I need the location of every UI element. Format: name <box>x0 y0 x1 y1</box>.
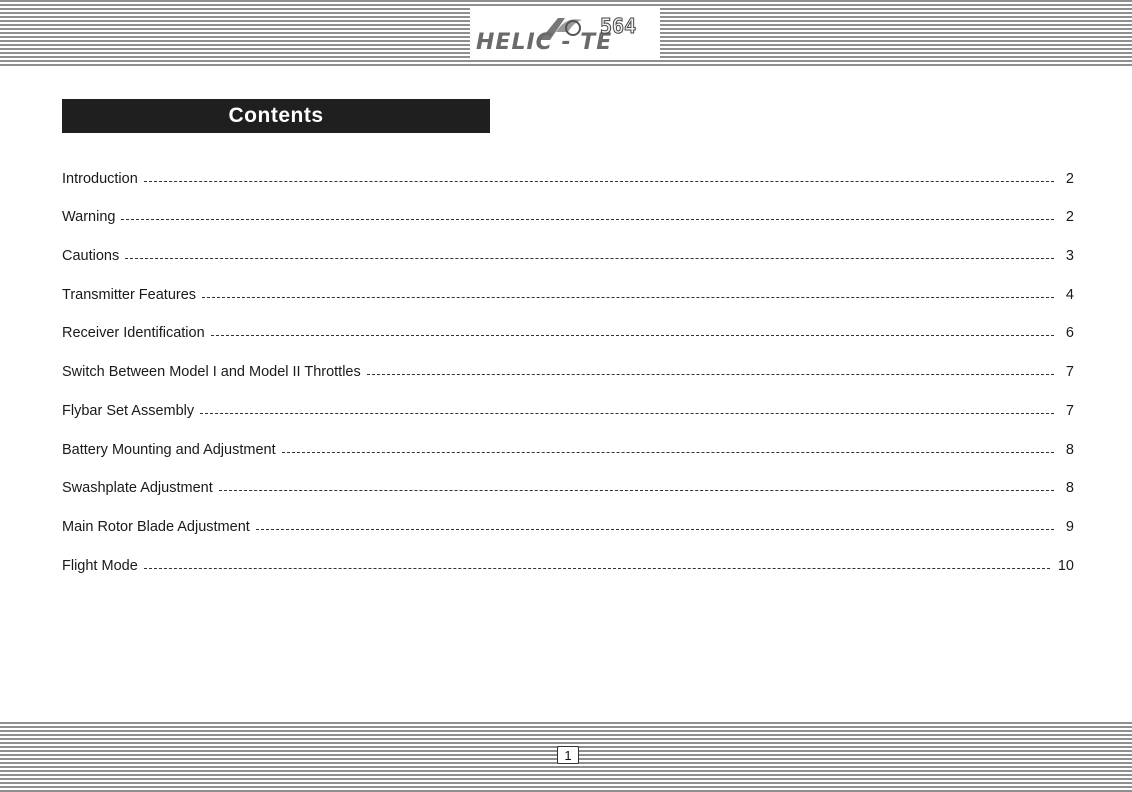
toc-entry-title: Flybar Set Assembly <box>62 402 195 419</box>
toc-entry-title: Switch Between Model I and Model II Throttles <box>62 364 361 381</box>
toc-entry-page: 8 <box>1065 441 1074 458</box>
toc-entry-swashplate-adjustment[interactable] <box>62 458 1074 497</box>
toc-entry-transmitter-features[interactable] <box>62 264 1074 303</box>
toc-entry-battery-mounting[interactable] <box>62 419 1074 458</box>
toc-entry-title: Introduction <box>62 170 138 187</box>
toc-entry-page: 7 <box>1065 402 1074 419</box>
toc-entry-main-rotor-blade[interactable] <box>62 496 1074 535</box>
toc-entry-title: Receiver Identification <box>62 325 205 342</box>
toc-entry-page: 4 <box>1065 286 1074 303</box>
toc-entry-title: Cautions <box>62 248 120 265</box>
page-number: 1 <box>557 746 579 764</box>
toc-entry-cautions[interactable] <box>62 225 1074 264</box>
dot-leader <box>219 490 1054 491</box>
toc-entry-introduction[interactable] <box>62 148 1074 187</box>
model-number: 564 <box>600 14 637 38</box>
dot-leader <box>125 258 1054 259</box>
toc-entry-page: 6 <box>1065 325 1074 342</box>
toc-entry-title: Swashplate Adjustment <box>62 480 213 497</box>
toc-entry-page: 7 <box>1065 364 1074 381</box>
toc-entry-page: 10 <box>1057 557 1074 574</box>
dot-leader <box>202 297 1054 298</box>
dot-leader <box>200 413 1054 414</box>
toc-entry-title: Battery Mounting and Adjustment <box>62 441 276 458</box>
toc-entry-title: Warning <box>62 209 116 226</box>
toc-entry-flybar-set-assembly[interactable] <box>62 380 1074 419</box>
toc-entry-title: Flight Mode <box>62 557 138 574</box>
dot-leader <box>121 219 1054 220</box>
toc-entry-page: 9 <box>1065 518 1074 535</box>
toc-entry-flight-mode[interactable] <box>62 535 1074 574</box>
toc-entry-title: Transmitter Features <box>62 286 197 303</box>
toc-entry-warning[interactable] <box>62 187 1074 226</box>
toc-entry-page: 3 <box>1065 248 1074 265</box>
toc-entry-page: 2 <box>1065 170 1074 187</box>
toc-entry-title: Main Rotor Blade Adjustment <box>62 518 250 535</box>
dot-leader <box>282 452 1054 453</box>
brand-wordmark: HELIC - TE <box>476 30 613 55</box>
table-of-contents <box>62 148 1074 574</box>
dot-leader <box>256 529 1054 530</box>
toc-entry-page: 8 <box>1065 480 1074 497</box>
contents-heading: Contents <box>62 99 490 133</box>
dot-leader <box>367 374 1054 375</box>
dot-leader <box>211 335 1054 336</box>
toc-entry-page: 2 <box>1065 209 1074 226</box>
toc-entry-switch-throttles[interactable] <box>62 341 1074 380</box>
brand-logo <box>470 8 660 58</box>
dot-leader <box>144 568 1050 569</box>
dot-leader <box>144 181 1054 182</box>
toc-entry-receiver-identification[interactable] <box>62 303 1074 342</box>
